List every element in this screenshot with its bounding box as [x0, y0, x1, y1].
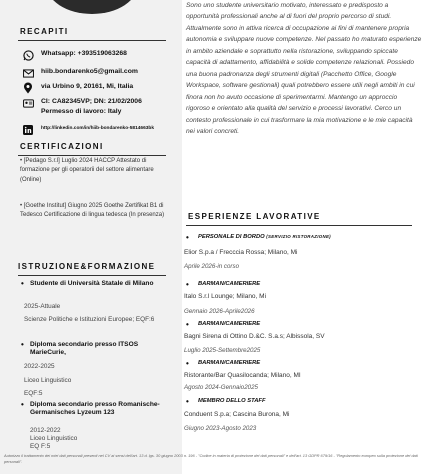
job-title-text: PERSONALE DI BORDO: [198, 234, 265, 240]
job-title: [198, 281, 260, 287]
job-company: Bagni Sirena di Ottino D.&C. S.a.s; Albissola, SV: [184, 333, 325, 340]
job-title: [198, 398, 266, 404]
whatsapp-text: Whatsapp: +393519063268: [41, 50, 127, 57]
section-divider: [186, 225, 412, 226]
education-period: 2012-2022: [30, 427, 61, 434]
certification-item: • [Goethe Institut] Giugno 2025 Goethe Zertifikat B1 di Tedesco Certificazione di lingua tedesca (In presenza): [20, 203, 165, 219]
education-detail: Liceo Linguistico: [24, 377, 72, 384]
education-eqf: EQF:5: [24, 390, 43, 397]
job-title-text: BARMAN/CAMERIERE: [198, 281, 261, 287]
job-company: Ristorante/Bar Quasilocanda; Milano, MI: [184, 372, 301, 379]
job-date: Gennaio 2026-Aprile2026: [184, 308, 255, 315]
job-title: [198, 234, 331, 240]
job-title: [198, 321, 260, 327]
job-date: Aprile 2026-in corso: [184, 263, 240, 270]
education-detail: Liceo Linguistico: [30, 435, 78, 442]
profile-photo: [46, 0, 138, 14]
education-detail: Scienze Politiche e Istituzioni Europee; EQF:6: [24, 316, 155, 323]
whatsapp-icon: [22, 49, 34, 61]
job-company: Italo S.r.l Lounge; Milano, Mi: [184, 293, 267, 300]
job-company: Conduent S.p.a; Cascina Burona, Mi: [184, 411, 290, 418]
contact-documents: [22, 97, 142, 117]
sidebar: [0, 0, 182, 474]
section-title-istruzione: ISTRUZIONE&FORMAZIONE: [18, 262, 156, 271]
section-divider: [18, 275, 166, 276]
education-eqf: EQ F:5: [30, 443, 51, 450]
permit-line: Permesso di lavoro: Italy: [41, 108, 122, 115]
linkedin-icon: [22, 124, 34, 136]
job-title-text: BARMAN/CAMERIERE: [198, 321, 261, 327]
address-text: via Urbino 9, 20161, Mi, Italia: [41, 83, 134, 90]
profile-summary: Sono uno studente universitario motivato, interessato e predisposto a opportunità professionali anche al di fuori del proprio percorso di studi. Attualmente sono in attiva ricerca di occupazione ai fini di mantenere propria autonomia e sviluppare nuove competenze. Nel passato ho maturato esperienze in ambito aziendale e soprattutto nella ristorazione, sviluppando spiccate capacità di adattamento, affidabilità e solide competenze relazionali. Possiedo una buona padronanza degli strumenti digitali (Pacchetto Office, Google Workspace, software gestionali) quali potrebbero essere utili negli ambiti in cui finora non ho avuto occasione di sperimentarmi. Mantengo un approccio rigoroso e orientato alla qualità del servizio e processi lavorativi. Cerco un contesto professionale in cui trasformare la mia motivazione e le mie capacità nei valori concreti.: [186, 2, 422, 135]
certification-item: • [Pedago S.r.l] Luglio 2024 HACCP Attestato di formazione per gli operatorii del settore alimentare (Online): [20, 158, 154, 183]
section-divider: [18, 40, 166, 41]
education-name: • Studente di Università Statale di Milano: [30, 280, 170, 288]
section-title-recapiti: RECAPITI: [20, 27, 69, 36]
job-date: Agosto 2024-Gennaio2025: [184, 384, 258, 391]
documents-text: [41, 97, 142, 117]
contact-whatsapp: [22, 49, 127, 61]
contact-address: [22, 82, 133, 94]
location-pin-icon: [22, 82, 34, 94]
job-subtitle: (SERVIZIO RISTORAZIONE): [266, 234, 331, 239]
education-name: • Diploma secondario presso Romanische-Germanisches Lyzeum 123: [30, 401, 170, 418]
job-date: Luglio 2025-Settembre2025: [184, 347, 261, 354]
education-period: 2022-2025: [24, 363, 55, 370]
email-text[interactable]: hiib.bondarenko5@gmail.com: [41, 68, 138, 75]
linkedin-url[interactable]: http://linkedin.com/in/hiib-bondarenko-5814663bk: [41, 126, 155, 131]
documents-line: CI: CA82345VP; DN: 21/02/2006: [41, 98, 142, 105]
job-company: Elior S.p.a / Frecccia Rossa; Milano, Mi: [184, 249, 298, 256]
contact-email[interactable]: [22, 67, 138, 79]
mail-icon: [22, 67, 34, 79]
job-title-text: BARMAN/CAMERIERE: [198, 360, 261, 366]
contact-linkedin[interactable]: [22, 124, 154, 136]
section-title-esperienze: ESPERIENZE LAVORATIVE: [188, 212, 321, 221]
section-title-certificazioni: CERTIFICAZIONI: [20, 142, 104, 151]
privacy-footer: Autorizzo il trattamento dei miei dati personali presenti nel CV ai sensi dell'art. 13 d. lgs. 30 giugno 2003 n. 196 - "Codice in materia di protezione dei dati personali" e dell'art. 13 GDPR 679/16 - "Regolamento europeo sulla protezione dei dati personali".: [4, 453, 418, 464]
education-name: • Diploma secondario presso ITSOS MarieCurie,: [30, 341, 170, 358]
id-card-icon: [22, 97, 34, 109]
job-title: [198, 360, 260, 366]
job-title-text: MEMBRO DELLO STAFF: [198, 398, 266, 404]
education-period: 2025-Attuale: [24, 303, 61, 310]
job-date: Giugno 2023-Agosto 2023: [184, 425, 257, 432]
section-divider: [18, 155, 166, 156]
